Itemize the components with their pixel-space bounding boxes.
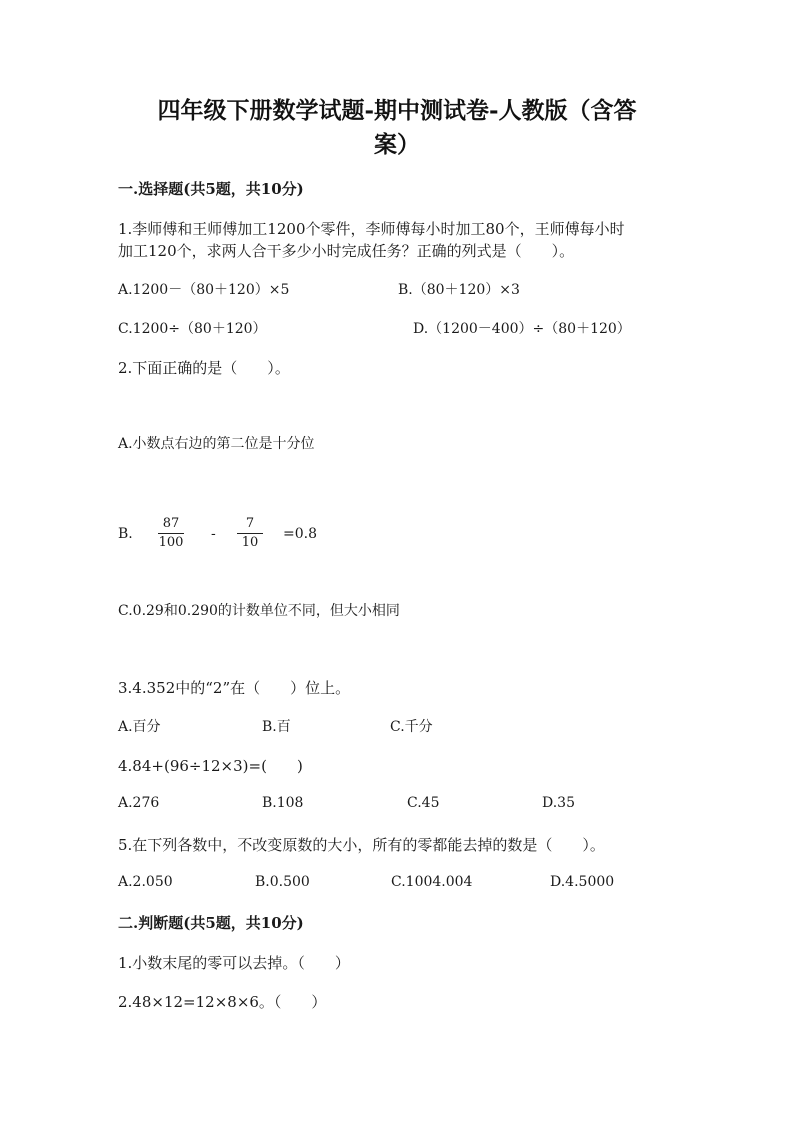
question-5: 5.在下列各数中，不改变原数的大小，所有的零都能去掉的数是（ ）。: [118, 836, 605, 854]
question-1-line2: 加工120个，求两人合干多少小时完成任务？正确的列式是（ ）。: [118, 242, 575, 260]
fraction-bar: [237, 533, 263, 534]
fraction-numerator: 7: [245, 516, 255, 531]
question-2: 2.下面正确的是（ ）。: [118, 359, 290, 377]
question-1-option-a: A.1200－（80＋120）×5: [118, 282, 290, 298]
question-5-option-b: B.0.500: [255, 874, 310, 890]
minus-sign: -: [211, 526, 216, 542]
question-2-option-c: C.0.29和0.290的计数单位不同，但大小相同: [118, 603, 400, 619]
question-2-option-a: A.小数点右边的第二位是十分位: [118, 436, 315, 452]
question-5-option-a: A.2.050: [118, 874, 173, 890]
question-3: 3.4.352中的“2”在（ ）位上。: [118, 679, 351, 697]
fraction-bar: [158, 533, 184, 534]
question-1-option-b: B.（80＋120）×3: [398, 282, 520, 298]
question-4-option-a: A.276: [118, 795, 160, 811]
question-1-option-c: C.1200÷（80＋120）: [118, 321, 267, 337]
page-title: 四年级下册数学试题-期中测试卷-人教版（含答: [157, 97, 637, 124]
fraction-87-100: [158, 516, 184, 551]
question-1-option-d: D.（1200－400）÷（80＋120）: [413, 321, 631, 337]
fraction-denominator: 100: [158, 535, 184, 550]
question-3-option-b: B.百: [262, 719, 291, 735]
option-b-label: B.: [118, 526, 133, 542]
fraction-numerator: 87: [162, 516, 180, 531]
question-4-option-c: C.45: [407, 795, 440, 811]
judgement-question-1: 1.小数末尾的零可以去掉。（ ）: [118, 954, 350, 972]
fraction-denominator: 10: [241, 535, 259, 550]
question-3-option-c: C.千分: [390, 719, 433, 735]
section-heading-choice: 一.选择题(共5题，共10分): [118, 180, 304, 198]
question-1-line1: 1.李师傅和王师傅加工1200个零件，李师傅每小时加工80个，王师傅每小时: [118, 220, 625, 238]
question-4-option-b: B.108: [262, 795, 304, 811]
fraction-7-10: [237, 516, 263, 551]
option-b-result: =0.8: [283, 526, 317, 542]
page-title-continued: 案）: [374, 131, 420, 158]
question-5-option-d: D.4.5000: [550, 874, 615, 890]
question-4: 4.84+(96÷12×3)=( ): [118, 757, 303, 775]
section-heading-true-false: 二.判断题(共5题，共10分): [118, 914, 304, 932]
question-3-option-a: A.百分: [118, 719, 161, 735]
judgement-question-2: 2.48×12=12×8×6。（ ）: [118, 993, 327, 1011]
question-4-option-d: D.35: [542, 795, 575, 811]
question-5-option-c: C.1004.004: [391, 874, 473, 890]
